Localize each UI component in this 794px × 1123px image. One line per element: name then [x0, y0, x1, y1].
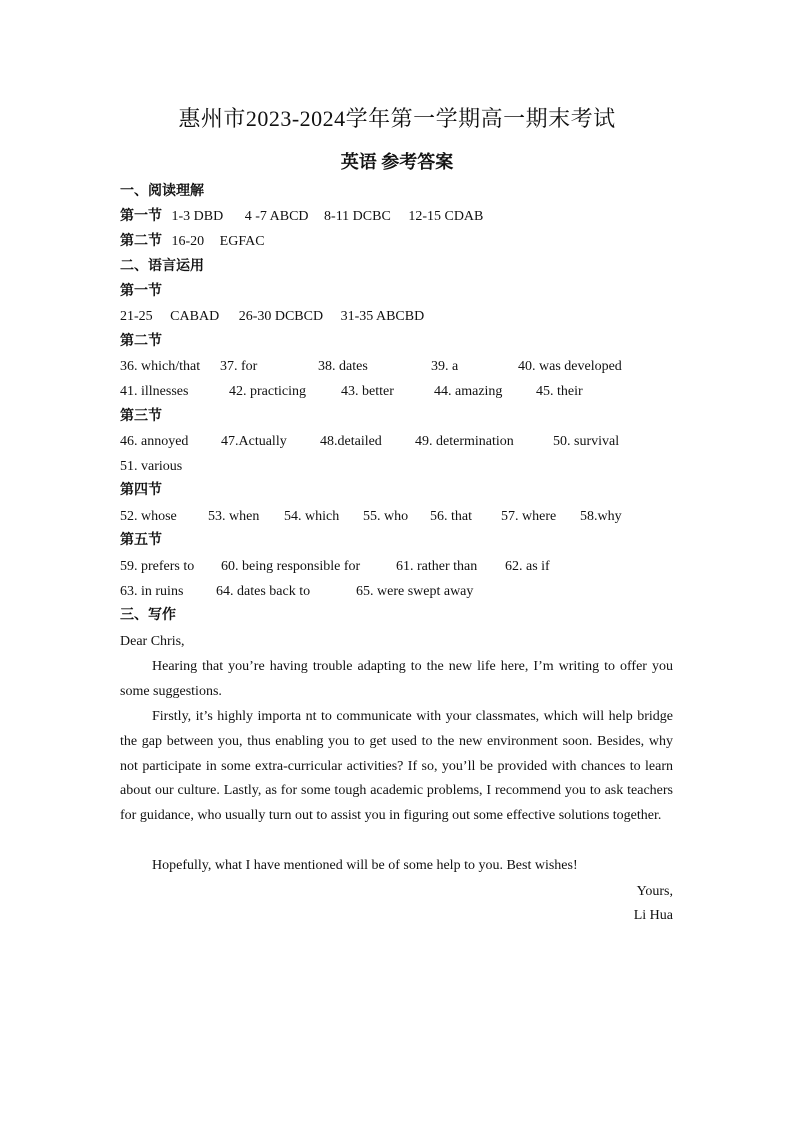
part-label: 第二节 [120, 334, 162, 349]
letter-greeting: Dear Chris, [120, 634, 185, 649]
answer-item: 58.why [580, 509, 622, 524]
answer-item: 40. was developed [518, 359, 622, 374]
language-part2-row1 [120, 357, 622, 377]
answer-item: 21-25 [120, 309, 153, 324]
part-label: 第二节 [120, 234, 162, 249]
letter-paragraph-3: Hopefully, what I have mentioned will be of some help to you. Best wishes! [152, 858, 578, 873]
answer-item: CABAD [170, 309, 220, 324]
letter-paragraph-2: Firstly, it’s highly importa nt to communicate with your classmates, which will help bridge the gap between you, thus enabling you to get used to the new environment soon. Besides, why not participate in some extra-curricular activities? If so, you’ll be provided with chances to learn about our culture. Lastly, as for some tough academic problems, I recommend you to ask teachers for guidance, who usually turn out to assist you in figuring out some effective solutions together. [120, 709, 673, 824]
answer-item: 39. a [431, 359, 459, 374]
answer-item: 38. dates [318, 359, 368, 374]
answer-item: 42. practicing [229, 384, 306, 399]
reading-part1-row [120, 207, 483, 227]
part-label: 第三节 [120, 409, 162, 424]
answer-item: 31-35 ABCBD [340, 309, 425, 324]
answer-item: 8-11 DCBC [324, 209, 391, 224]
answer-item: 4 -7 ABCD [244, 209, 309, 224]
reading-part2-row [120, 232, 265, 252]
answer-item: EGFAC [219, 234, 265, 249]
answer-item: 37. for [220, 359, 258, 374]
answer-item: 41. illnesses [120, 384, 189, 399]
letter-closing: Yours, [636, 884, 673, 899]
page-subtitle: 英语 参考答案 [340, 152, 454, 172]
answer-item: 52. whose [120, 509, 177, 524]
answer-item: 1-3 DBD [171, 209, 224, 224]
answer-item: 48.detailed [320, 434, 382, 449]
part-label: 第一节 [120, 209, 162, 224]
part-label: 第一节 [120, 284, 162, 299]
answer-item: 64. dates back to [216, 584, 311, 599]
answer-item: 46. annoyed [120, 434, 189, 449]
section-heading-language: 二、语言运用 [120, 259, 204, 274]
answer-item: 65. were swept away [356, 584, 474, 599]
section-heading-writing: 三、写作 [120, 608, 176, 623]
answer-item: 16-20 [171, 234, 205, 249]
letter-signature: Li Hua [633, 908, 673, 923]
language-part3-row2 [120, 457, 182, 477]
answer-item: 63. in ruins [120, 584, 184, 599]
answer-item: 45. their [536, 384, 583, 399]
letter-paragraph-1: Hearing that you’re having trouble adapting to the new life here, I’m writing to offer you some suggestions. [120, 659, 673, 699]
answer-item: 56. that [430, 509, 472, 524]
language-part5-row1 [120, 557, 550, 577]
answer-item: 12-15 CDAB [408, 209, 484, 224]
section-heading-reading: 一、阅读理解 [120, 184, 204, 199]
answer-item: 53. when [208, 509, 260, 524]
language-part5-row2 [120, 582, 473, 602]
language-part2-row2 [120, 382, 583, 402]
part-label: 第四节 [120, 483, 162, 498]
answer-item: 43. better [341, 384, 394, 399]
answer-item: 26-30 DCBCD [238, 309, 324, 324]
answer-item: 44. amazing [434, 384, 503, 399]
answer-item: 36. which/that [120, 359, 201, 374]
answer-item: 50. survival [553, 434, 620, 449]
answer-item: 57. where [501, 509, 557, 524]
answer-item: 47.Actually [221, 434, 287, 449]
answer-item: 55. who [363, 509, 409, 524]
answer-item: 60. being responsible for [221, 559, 361, 574]
answer-item: 61. rather than [396, 559, 478, 574]
answer-item: 59. prefers to [120, 559, 195, 574]
language-part4-row1 [120, 507, 622, 527]
language-part3-row1 [120, 432, 619, 452]
answer-item: 62. as if [505, 559, 550, 574]
page-title: 惠州市2023-2024学年第一学期高一期末考试 [178, 106, 616, 131]
part-label: 第五节 [120, 533, 162, 548]
answer-item: 51. various [120, 459, 183, 474]
answer-item: 54. which [284, 509, 340, 524]
answer-item: 49. determination [415, 434, 514, 449]
language-part1-row [120, 307, 424, 327]
